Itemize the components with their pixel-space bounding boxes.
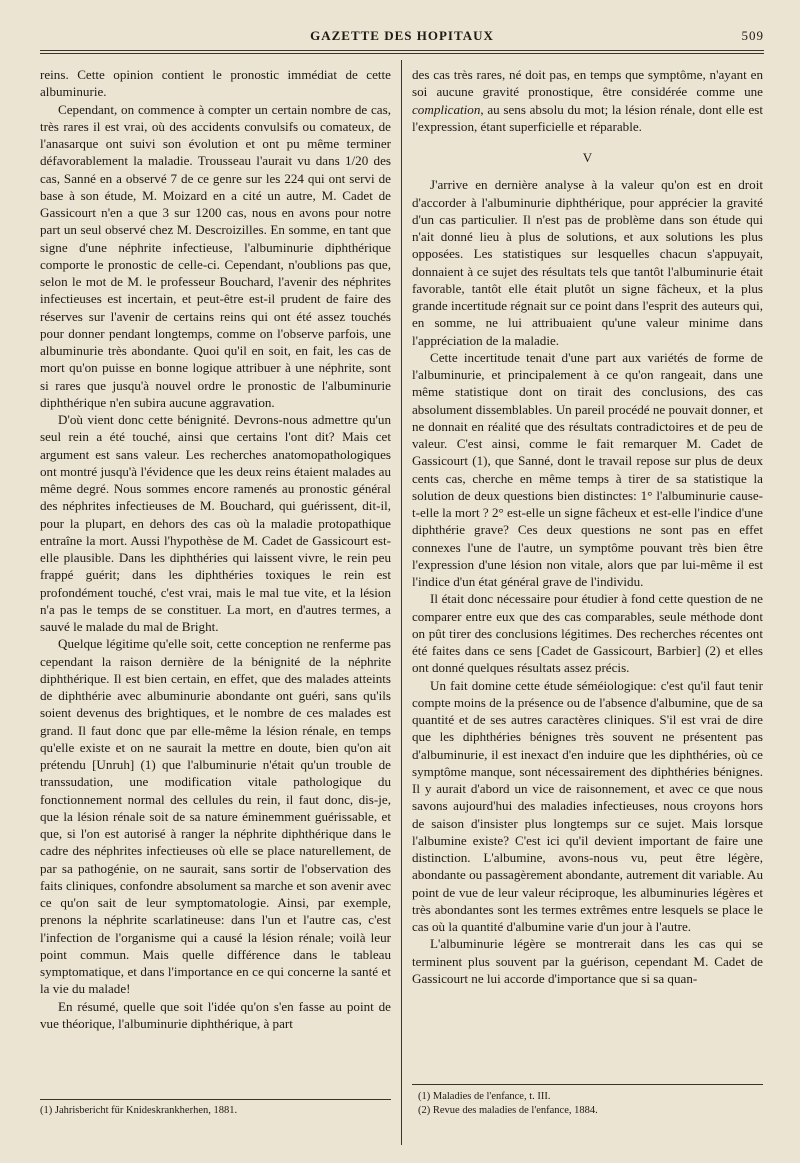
paragraph: Cependant, on commence à compter un certain nombre de cas, très rares il est vrai, où des accidents convulsifs ou comateux, de l'anasarque ont suivi son évolution et ont pu même terminer défavorablement la maladie. Trousseau l'aurait vu dans 1/20 des cas, Sanné en a observé 7 de ce genre sur les 224 qui ont servi de base à son étude, M. Moizard en a cité un autre, M. Cadet de Gassicourt n'en a que 3 sur 1200 cas, nous en avons pour notre part un seul observé chez M. Descroizilles. En somme, en tant que signe d'une néphrite infectieuse, l'albuminurie diphthérique comporte le pronostic de celle-ci. Cependant, n'oublions pas que, selon le mot de M. le professeur Bouchard, l'avenir des néphrites infectieuses est incertain, et peut-être est-il prudent de faire des réserves sur l'avenir de certains reins qui ont été assez touchés pour donner pendant longtemps, comme on l'observe parfois, une albuminurie très abondante. Quoi qu'il en soit, en fait, les cas de mort qu'on puisse en bonne logique attribuer à une néphrite, sont si rares que jusqu'à nouvel ordre le pronostic de l'albuminurie diphthérique n'en subira aucune aggravation. — [40, 101, 391, 410]
text-run: des cas très rares, né doit pas, en temps que symptôme, n'ayant en soi aucune gravité pronostique, être considérée comme une — [412, 67, 763, 100]
footnote: (1) Jahrisbericht für Knideskrankherhen, 1881. — [40, 1105, 238, 1116]
right-footnotes — [418, 1090, 598, 1118]
footnote-rule — [40, 1099, 391, 1100]
left-footnotes — [40, 1104, 237, 1118]
paragraph: J'arrive en dernière analyse à la valeur qu'on est en droit d'accorder à l'albuminurie diphthérique, pour apprécier la gravité d'un cas particulier. Il n'est pas de problème dans son étude qui n'ait donné lieu à plus de solutions, et aux solutions les plus opposées. Les statistiques sur lesquelles chacun s'appuyait, donnaient à ce sujet des résultats tels que tantôt l'albuminurie était favorable, tantôt elle était plutôt un signe fâcheux, et la plus grande incertitude régnait sur ce point dans l'esprit des auteurs qui, en somme, ne lui attribuaient qu'une valeur minime dans l'appréciation de la maladie. — [412, 177, 763, 348]
left-column — [40, 66, 391, 1032]
paragraph: Un fait domine cette étude séméiologique: c'est qu'il faut tenir compte moins de la présence ou de l'absence d'albumine, que de sa quantité et de ses autres caractères cliniques. S'il est vrai de dire que les diphthéries bénignes très souvent ne présentent pas d'albuminurie, il est inexact d'en induire que les diphthéries, où ce symptôme manque, sont nécessairement des diphthéries bénignes. Il y aurait d'abord un vice de raisonnement, et avec ce que nous savons aujourd'hui des maladies infectieuses, nous croyons hors de saison d'insister plus longtemps sur ce sujet. Mais lorsque l'albumine existe? C'est ici qu'il devient important de faire une distinction. L'albumine, avons-nous vu, peut être légère, abondante ou passagèrement abondante, autrement dit variable. Au point de vue de leur valeur réciproque, les albuminuries légères et très abondantes sont les termes extrêmes entre lesquels se place le cas où la quantité d'albumine varie d'un jour à l'autre. — [412, 677, 763, 934]
paragraph: L'albuminurie légère se montrerait dans les cas qui se terminent plus souvent par la guérison, cependant M. Cadet de Gassicourt ne lui accorde d'importance que si sa quan- — [412, 936, 763, 986]
paragraph: Il était donc nécessaire pour étudier à fond cette question de ne comparer entre eux que des cas comparables, seule méthode dont on pût tirer des conclusions légitimes. Des recherches récentes ont été faites dans ce sens [Cadet de Gassicourt, Barbier] (2) et elles ont donné quelques résultats assez précis. — [412, 591, 763, 676]
footnote-rule — [412, 1084, 763, 1085]
column-separator — [401, 60, 402, 1145]
header-rule — [40, 50, 764, 51]
paragraph: En résumé, quelle que soit l'idée qu'on s'en fasse au point de vue théorique, l'albuminurie diphthérique, à part — [40, 998, 391, 1031]
paragraph — [412, 66, 763, 135]
right-column — [412, 66, 763, 987]
paragraph: Quelque légitime qu'elle soit, cette conception ne renferme pas cependant la raison dernière de la bénignité de la néphrite diphthérique. Il est bien certain, en effet, que des malades atteints de diphthérie avec albuminurie abondante ont guéri, sans qu'ils soient devenus des brightiques, et le nombre de ces malades est grand. Il faut donc que par elle-même la lésion rénale, en temps qu'elle existe et on ne saurait la mettre en doute, bien qu'on ait prétendu [Unruh] (1) que l'albuminurie n'était qu'un trouble de transsudation, une modification vitale pathologique du fonctionnement normal des cellules du rein, il faut donc, dis-je, que la lésion rénale soit de sa nature éminemment guérissable, et que, si l'on est autorisé à ranger la néphrite diphthérique dans le cadre des néphrites infectieuses où elle se place naturellement, de par sa pathogénie, on ne saurait, sans sortir de l'observation des faits cliniques, confondre absolument sa marche et son avenir avec ce qu'on sait de leur symptomatologie. Ainsi, par exemple, prenons la néphrite scarlatineuse: dans l'un et l'autre cas, c'est l'infection de l'organisme qui a causé la lésion rénale; voilà leur point commun. Mais quelle différence dans le tableau symptomatique, et dans l'importance en ce qui concerne la santé et la vie du malade! — [40, 636, 391, 997]
header-rule-double — [40, 53, 764, 54]
section-number: V — [582, 150, 593, 165]
paragraph: D'où vient donc cette bénignité. Devrons-nous admettre qu'un seul rein a été touché, ainsi que certains l'ont dit? Mais cet argument est sans valeur. Les recherches anatomopathologiques ont montré jusqu'à l'évidence que les deux reins étaient malades au même degré. Nous sommes encore ramenés au pronostic général des néphrites infectieuses de M. Bouchard, qui guérissent, dit-il, pour la plupart, en dehors des cas où la maladie protopathique entraîne la mort. Aussi l'hypothèse de M. Cadet de Gassicourt est-elle plausible. Dans les diphthéries qui laissent vivre, le rein peu frappé guérit; dans les diphthéries toxiques le rein est profondément touché, c'est vrai, mais le mal tue vite, et la lésion n'a pas le temps de se constituer. La mort, en d'autres termes, a sauvé le malade du mal de Bright. — [40, 412, 391, 634]
footnote: (2) Revue des maladies de l'enfance, 1884. — [418, 1105, 598, 1116]
paragraph: Cette incertitude tenait d'une part aux variétés de forme de l'albuminurie, et principalement à ce qu'on rangeait, dans une même statistique dont on tirait des conclusions, des cas absolument dissemblables. Un pareil procédé ne pouvait donner, et ne donnait en réalité que des résultats contradictoires et de peu de valeur. C'est ainsi, comme le fait remarquer M. Cadet de Gassicourt (1), que Sanné, dont le travail repose sur plus de deux cents cas, cherche en même temps à tirer de sa statistique la solution de deux questions bien distinctes: 1° l'albuminurie cause-t-elle la mort ? 2° est-elle un signe fâcheux et est-elle l'indice d'une diphthérie grave? Ces deux questions ne sont pas en effet connexes l'une de l'autre, un symptôme pouvant très bien être l'expression d'une lésion non vitale, alors que par lui-même il est l'indice d'un état général grave de l'individu. — [412, 349, 763, 589]
page-number: 509 — [741, 28, 764, 43]
paragraph: reins. Cette opinion contient le pronostic immédiat de cette albuminurie. — [40, 67, 391, 100]
italic-term: complication — [412, 101, 481, 117]
journal-title: GAZETTE DES HOPITAUX — [310, 28, 494, 43]
footnote: (1) Maladies de l'enfance, t. III. — [418, 1091, 551, 1102]
text-run: , au sens absolu du mot; la lésion rénale, dont elle est l'expression, étant superficielle et réparable. — [412, 101, 763, 134]
page-header — [40, 28, 764, 48]
